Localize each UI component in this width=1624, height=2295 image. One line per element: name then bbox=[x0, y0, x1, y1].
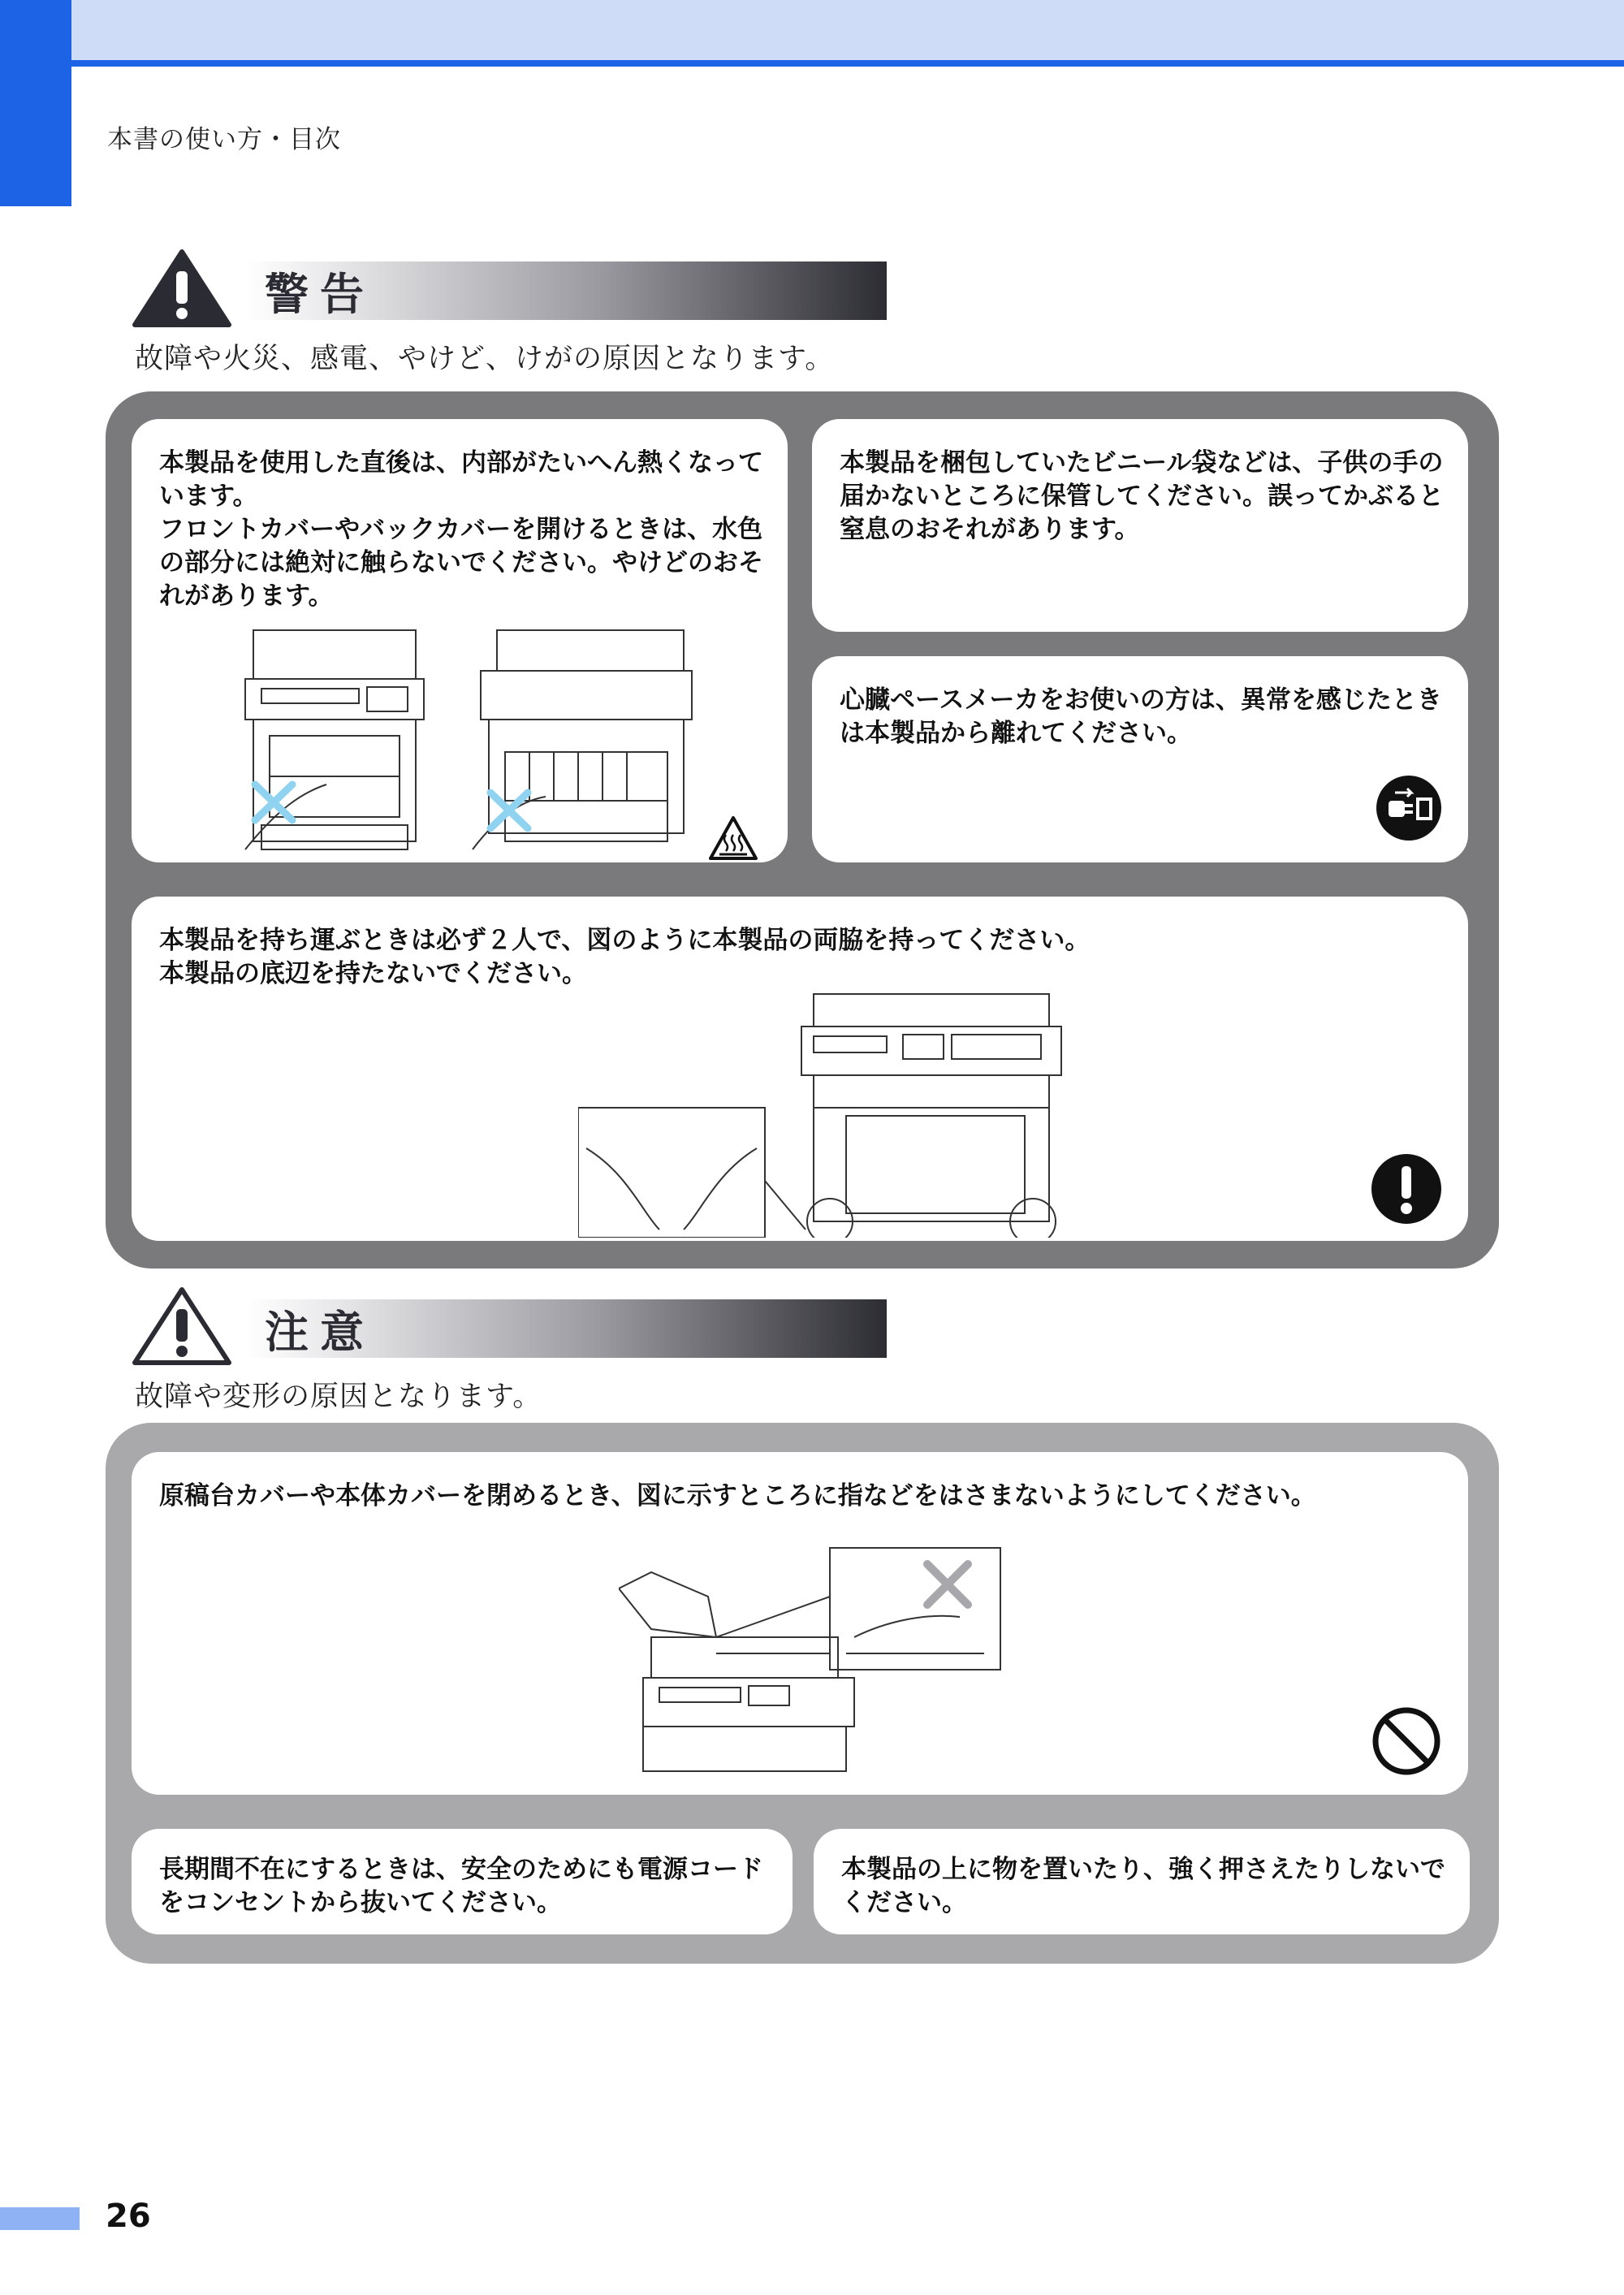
prohibited-icon bbox=[1371, 1705, 1442, 1777]
no-objects-card bbox=[814, 1829, 1470, 1934]
pacemaker-text: 心臓ペースメーカをお使いの方は、異常を感じたとき は本製品から離れてください。 bbox=[840, 685, 1442, 748]
hot-surface-icon bbox=[708, 815, 758, 861]
scanner-cover-illustration bbox=[619, 1540, 1009, 1775]
pacemaker-card bbox=[812, 656, 1468, 862]
carry-printer-illustration bbox=[578, 962, 1065, 1238]
hot-interior-card bbox=[132, 419, 788, 862]
long-absence-card bbox=[132, 1829, 793, 1934]
pinch-card bbox=[132, 1452, 1468, 1795]
caution-triangle-icon bbox=[132, 1285, 232, 1366]
chapter-tab bbox=[0, 0, 71, 206]
page-number-bar bbox=[0, 2207, 80, 2230]
warning-triangle-icon bbox=[132, 247, 232, 328]
header-rule bbox=[70, 60, 1624, 67]
warning-subtitle: 故障や火災、感電、やけど、けがの原因となります。 bbox=[135, 343, 835, 375]
carry-text: 本製品を持ち運ぶときは必ず２人で、図のように本製品の両脇を持ってください。 本製品の底辺を持たないでください。 bbox=[159, 926, 1091, 988]
warning-header bbox=[132, 247, 789, 320]
plastic-bag-card bbox=[812, 419, 1468, 632]
long-absence-text: 長期間不在にするときは、安全のためにも電源コード をコンセントから抜いてください。 bbox=[159, 1855, 763, 1917]
page-number: 26 bbox=[106, 2198, 151, 2235]
exclamation-icon bbox=[1371, 1153, 1442, 1225]
warning-title: 警告 bbox=[265, 269, 375, 320]
no-objects-text: 本製品の上に物を置いたり、強く押さえたりしないで ください。 bbox=[841, 1855, 1445, 1917]
printer-open-illustration bbox=[229, 622, 732, 858]
pinch-text: 原稿台カバーや本体カバーを閉めるとき、図に示すところに指などをはさまないようにしてください。 bbox=[159, 1481, 1316, 1511]
caution-subtitle: 故障や変形の原因となります。 bbox=[135, 1381, 542, 1413]
do-not-touch-mark bbox=[255, 784, 528, 828]
caution-header bbox=[132, 1285, 789, 1358]
warning-panel bbox=[106, 391, 1499, 1269]
hot-interior-text: 本製品を使用した直後は、内部がたいへん熱くなって います。 フロントカバーやバックカバーを開けるときは、水色 の部分には絶対に触らないでください。やけどのおそ れがあります。 bbox=[159, 448, 763, 611]
header-band bbox=[0, 0, 1624, 62]
carry-card bbox=[132, 897, 1468, 1241]
unplug-icon bbox=[1376, 775, 1442, 841]
caution-panel bbox=[106, 1423, 1499, 1964]
breadcrumb: 本書の使い方・目次 bbox=[107, 125, 341, 154]
do-not-pinch-mark bbox=[927, 1564, 968, 1605]
caution-title: 注意 bbox=[265, 1307, 375, 1358]
plastic-bag-text: 本製品を梱包していたビニール袋などは、子供の手の 届かないところに保管してください。誤ってかぶると 窒息のおそれがあります。 bbox=[840, 448, 1444, 544]
